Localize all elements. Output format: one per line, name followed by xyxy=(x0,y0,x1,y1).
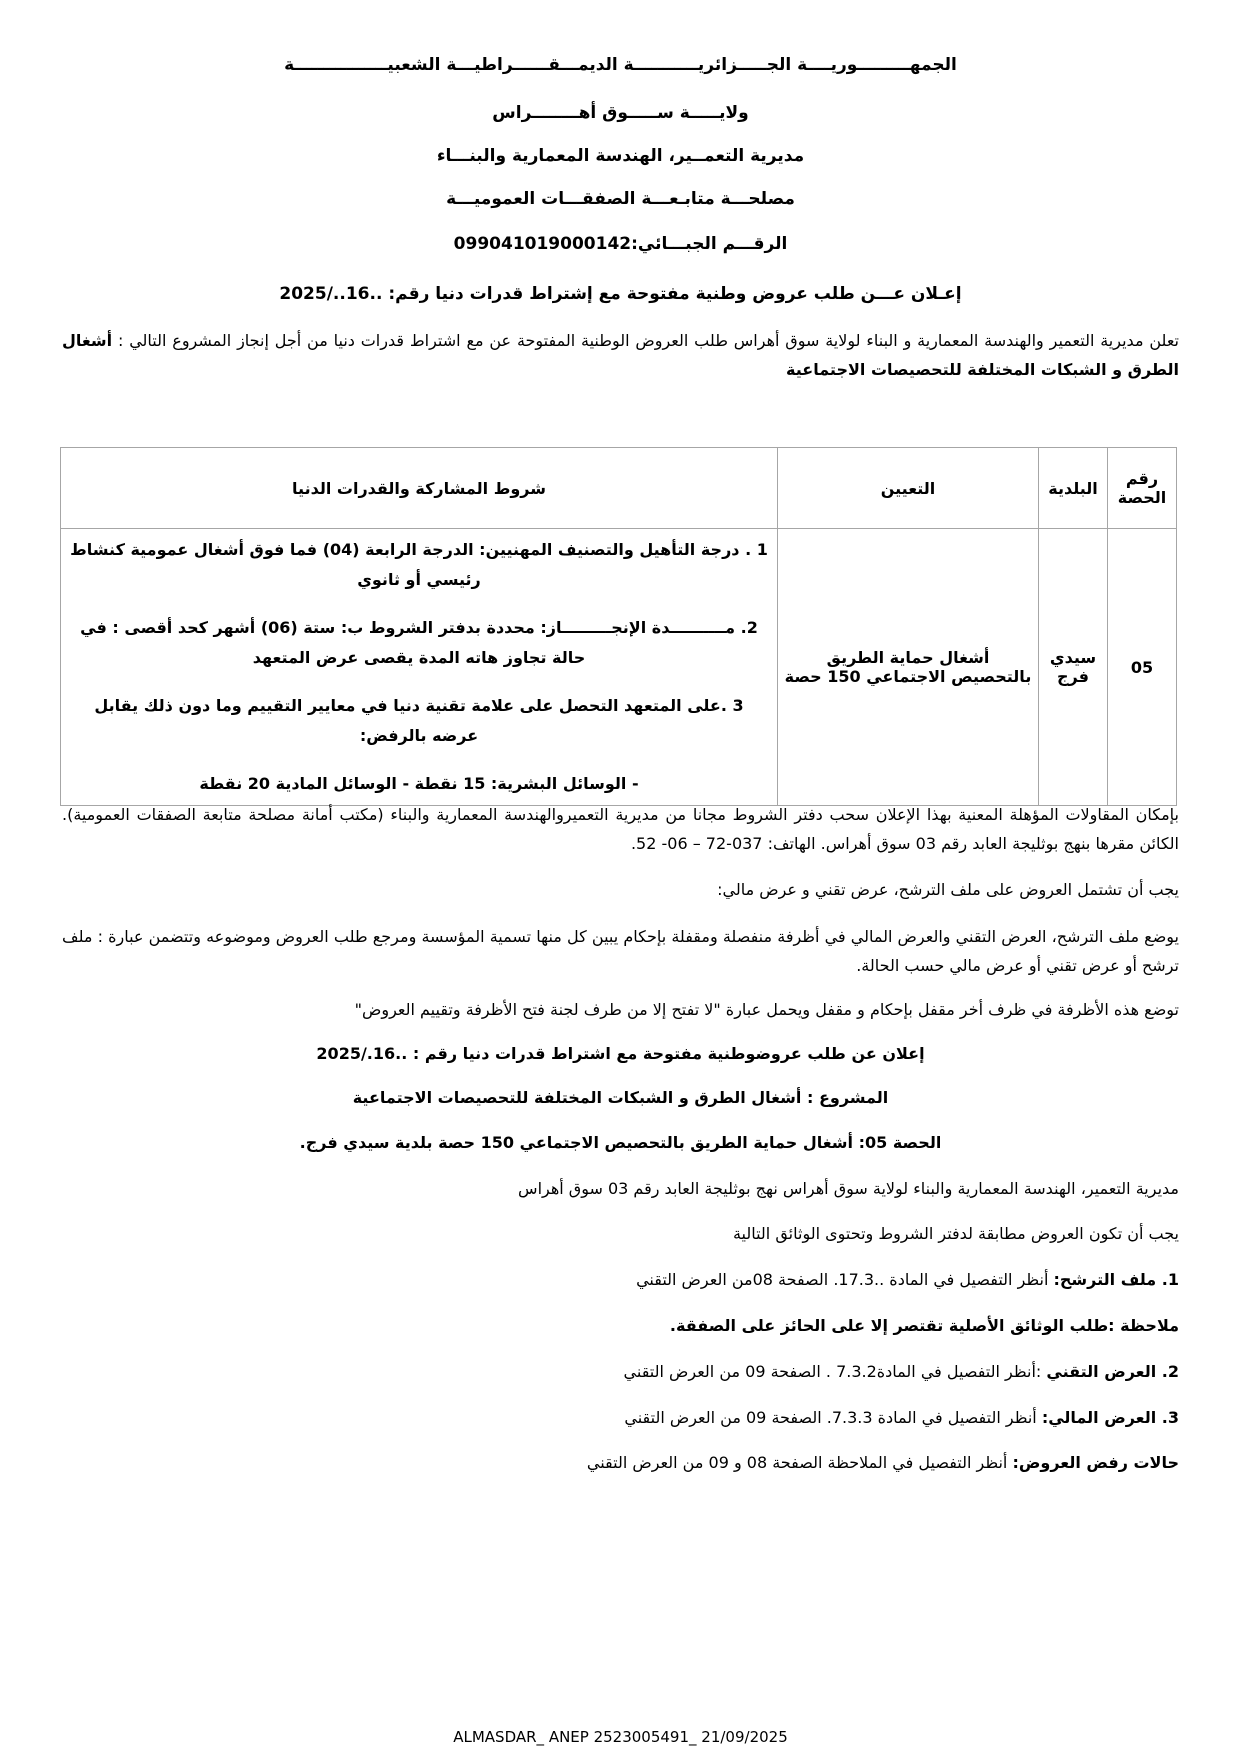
intro-text: تعلن مديرية التعمير والهندسة المعمارية و البناء لولاية سوق أهراس طلب العروض الوطنية المفتوحة عن مع اشتراط قدرات دنيا من أجل إنجاز المشروع التالي : xyxy=(112,331,1179,350)
directorate-heading: مديرية التعمــير، الهندسة المعمارية والبنـــاء xyxy=(436,146,805,166)
republic-heading: الجمهـــــــــوريــــة الجـــــزائريـــــــــــة الديمـــقــــــراطيـــة الشعبيــــــــــــــــة xyxy=(284,55,957,75)
header-conditions: شروط المشاركة والقدرات الدنيا xyxy=(61,448,778,529)
rejection-cases xyxy=(587,1453,1179,1472)
item-label: 3. العرض المالي: xyxy=(1041,1408,1179,1427)
document-item-2 xyxy=(624,1362,1179,1381)
condition-item: 2. مــــــــــدة الإنجـــــــــاز: محددة بدفتر الشروط ب: ستة (06) أشهر كحد أقصى : في حالة تجاوز هاته المدة يقصى عرض المتعهد xyxy=(80,618,758,667)
cell-lot-number: 05 xyxy=(1108,529,1177,806)
documents-intro: يجب أن تكون العروض مطابقة لدفتر الشروط وتحتوى الوثائق التالية xyxy=(732,1224,1179,1243)
cell-municipality: سيدي فرج xyxy=(1039,529,1108,806)
item-text: أنظر التفصيل في المادة 7.3.3. الصفحة 09 من العرض التقني xyxy=(624,1408,1042,1427)
originals-note: ملاحظة :طلب الوثائق الأصلية تقتصر إلا على الحائز على الصفقة. xyxy=(669,1316,1179,1335)
envelopes-paragraph: يوضع ملف الترشح، العرض التقني والعرض المالي في أظرفة منفصلة ومقفلة بإحكام يبين كل منها تسمية المؤسسة ومرجع طلب العروض وموضوعه وتتضمن عبارة : ملف ترشح أو عرض تقني أو عرض مالي حسب الحالة. xyxy=(62,927,1179,975)
table-row xyxy=(61,529,1177,806)
condition-item: 1 . درجة التأهيل والتصنيف المهنيين: الدرجة الرابعة (04) فما فوق أشغال عمومية كنشاط رئيسي أو ثانوي xyxy=(70,540,768,589)
envelope-lot: الحصة 05: أشغال حماية الطريق بالتحصيص الاجتماعي 150 حصة بلدية سيدي فرج. xyxy=(299,1133,942,1152)
item-text: :أنظر التفصيل في المادة7.3.2 . الصفحة 09 من العرض التقني xyxy=(623,1362,1047,1381)
item-text: أنظر التفصيل في المادة ..17.3. الصفحة 08من العرض التقني xyxy=(636,1270,1054,1289)
publication-reference: ALMASDAR_ ANEP 2523005491_ 21/09/2025 xyxy=(453,1728,788,1746)
address-line: مديرية التعمير، الهندسة المعمارية والبناء لولاية سوق أهراس نهج بوثليجة العابد رقم 03 سوق أهراس xyxy=(518,1179,1179,1198)
wilaya-heading: ولايـــــة ســـــوق أهــــــــراس xyxy=(492,103,749,123)
header-lot-number: رقم الحصة xyxy=(1108,448,1177,529)
condition-item: 3 .على المتعهد التحصل على علامة تقنية دنيا في معايير التقييم وما دون ذلك يقابل عرضه بالرفض: xyxy=(94,696,744,745)
table-header-row xyxy=(61,448,1177,529)
envelope-title: إعلان عن طلب عروضوطنية مفتوحة مع اشتراط قدرات دنيا رقم : ..16./2025 xyxy=(316,1044,925,1063)
cell-conditions xyxy=(61,529,778,806)
cell-designation: أشغال حماية الطريق بالتحصيص الاجتماعي 150 حصة xyxy=(778,529,1039,806)
announcement-title: إعـلان عـــن طلب عروض وطنية مفتوحة مع إشتراط قدرات دنيا رقم: ..16../2025 xyxy=(279,284,962,304)
item-label: 1. ملف الترشح: xyxy=(1053,1270,1179,1289)
item-label: حالات رفض العروض: xyxy=(1012,1453,1179,1472)
document-item-3 xyxy=(624,1408,1179,1427)
header-municipality: البلدية xyxy=(1039,448,1108,529)
condition-item: - الوسائل البشرية: 15 نقطة - الوسائل المادية 20 نقطة xyxy=(199,774,639,793)
item-text: أنظر التفصيل في الملاحظة الصفحة 08 و 09 من العرض التقني xyxy=(586,1453,1013,1472)
header-designation: التعيين xyxy=(778,448,1039,529)
item-label: 2. العرض التقني xyxy=(1046,1362,1179,1381)
intro-project: أشغال الطرق و الشبكات المختلفة للتحصيصات الاجتماعية xyxy=(62,331,1179,379)
intro-paragraph xyxy=(62,326,1179,384)
lots-table xyxy=(60,447,1177,806)
tax-id-value: 099041019000142 xyxy=(453,234,632,254)
envelope-project: المشروع : أشغال الطرق و الشبكات المختلفة للتحصيصات الاجتماعية xyxy=(352,1088,889,1107)
document-item-1 xyxy=(636,1270,1179,1289)
tax-id-line xyxy=(0,234,1241,254)
offers-content-paragraph: يجب أن تشتمل العروض على ملف الترشح، عرض تقني و عرض مالي: xyxy=(717,880,1179,899)
service-heading: مصلحـــة متابـعـــة الصفقـــات العموميـــة xyxy=(446,189,795,209)
tax-id-label: الرقـــم الجبـــائي: xyxy=(631,234,788,254)
specs-withdrawal-paragraph: بإمكان المقاولات المؤهلة المعنية بهذا الإعلان سحب دفتر الشروط مجانا من مديرية التعميروالهندسة المعمارية والبناء (مكتب أمانة مصلحة متابعة الصفقات العمومية). الكائن مقرها بنهج بوثليجة العابد رقم 03 سوق أهراس. الهاتف: 037-72 – 06- 52. xyxy=(62,805,1179,853)
outer-envelope-paragraph: توضع هذه الأظرفة في ظرف أخر مقفل بإحكام و مقفل ويحمل عبارة "لا تفتح إلا من طرف لجنة فتح الأظرفة وتقييم العروض" xyxy=(354,1000,1179,1019)
